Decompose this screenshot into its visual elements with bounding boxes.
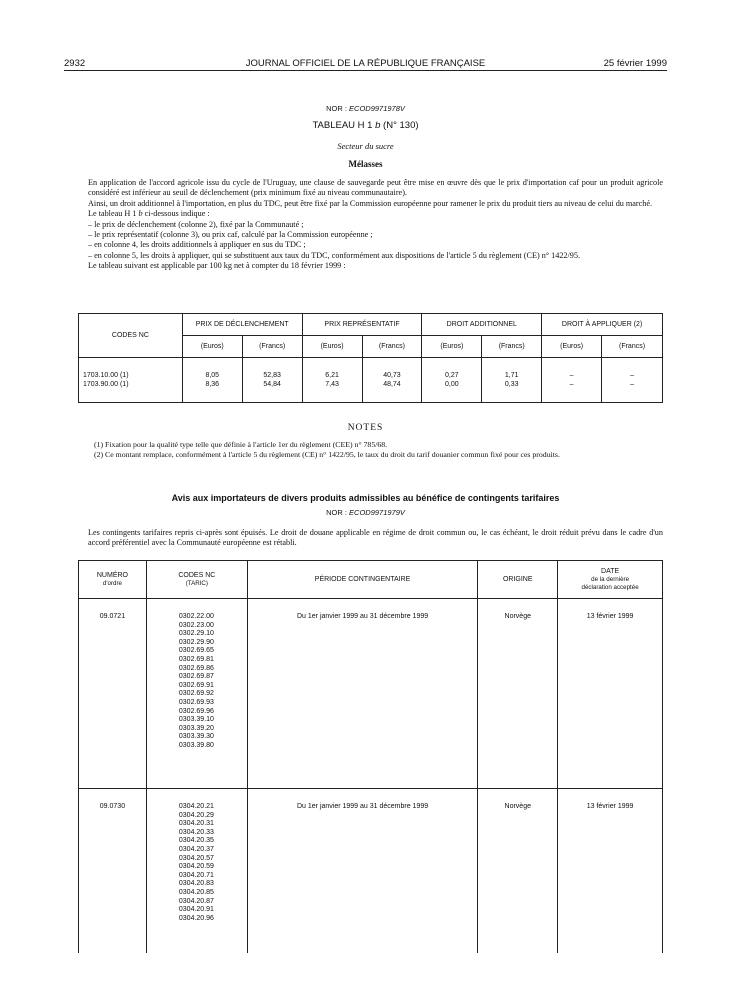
code-value: 0304.20.31: [178, 820, 214, 828]
code-value: 0302.69.81: [178, 655, 214, 663]
notes-heading: NOTES: [347, 423, 384, 433]
code-value: 0302.69.87: [178, 673, 214, 681]
code-value: 0302.69.91: [178, 681, 214, 689]
para-italic: b: [138, 209, 143, 219]
header-codes: [146, 561, 247, 599]
value: 54,84: [263, 381, 281, 388]
value-cell: [242, 358, 302, 403]
notice-text: [88, 528, 663, 549]
value: 1,71: [504, 372, 519, 379]
para-suffix: ci-dessous indique :: [144, 209, 210, 219]
code-value: 0302.29.90: [178, 638, 214, 646]
issue-date: 25 février 1999: [603, 58, 667, 69]
value: 7,43: [325, 381, 339, 388]
value: 0,33: [504, 381, 519, 388]
header-periode: PÉRIODE CONTINGENTAIRE: [247, 561, 478, 599]
nor-reference-1: [64, 104, 667, 113]
price-table: [78, 313, 663, 403]
nor-code: ECOD9971979V: [349, 508, 405, 517]
date-cell: 13 février 1999: [558, 789, 663, 954]
nor-label: NOR :: [326, 104, 347, 113]
nor-reference-2: [64, 508, 667, 517]
code-value: 0302.29.10: [178, 630, 214, 638]
value: 0,00: [445, 381, 459, 388]
code-value: 1703.10.00 (1): [83, 372, 129, 379]
header-line: déclaration acceptée: [581, 583, 639, 591]
header-group: DROIT ADDITIONNEL: [422, 314, 542, 336]
list-item: – le prix de déclenchement (colonne 2), fixé par la Communauté ;: [88, 219, 304, 229]
code-value: 1703.90.00 (1): [83, 381, 129, 388]
subheader: (Euros): [542, 336, 602, 358]
code-value: 0302.23.00: [178, 621, 214, 629]
table-row: [79, 789, 663, 954]
value: 48,74: [383, 381, 401, 388]
numero-cell: 09.0721: [79, 599, 147, 789]
intro-text: [88, 178, 663, 272]
note-item: (2) Ce montant remplace, conformément à l'article 5 du règlement (CE) n° 1422/95, le taux du droit du tarif douanier commun fixé pour ces produits.: [94, 450, 560, 459]
code-value: 0302.69.96: [178, 707, 214, 715]
header-codes-nc: CODES NC: [79, 314, 183, 358]
table-title-suffix: (N° 130): [383, 120, 419, 131]
code-value: 0304.20.83: [178, 880, 214, 888]
origine-cell: Norvège: [478, 789, 558, 954]
header-line: (TARIC): [185, 579, 208, 587]
code-value: 0302.69.93: [178, 698, 214, 706]
header-line: d'ordre: [102, 579, 122, 587]
value-cell: [182, 358, 242, 403]
page-number: 2932: [64, 58, 86, 69]
value-cell: [302, 358, 362, 403]
subheader: (Euros): [422, 336, 482, 358]
note-item: (1) Fixation pour la qualité type telle que définie à l'article 1er du règlement (CEE) n° 785/68.: [94, 440, 388, 449]
para-prefix: Le tableau H 1: [88, 209, 137, 219]
code-value: 0302.69.65: [178, 647, 214, 655]
periode-cell: Du 1er janvier 1999 au 31 décembre 1999: [247, 599, 478, 789]
value-cell: [422, 358, 482, 403]
subheader: (Francs): [242, 336, 302, 358]
header-date: [558, 561, 663, 599]
code-value: 0303.39.30: [178, 733, 214, 741]
table-title-italic: b: [375, 120, 381, 131]
paragraph: [88, 209, 663, 219]
nor-label: NOR :: [326, 508, 347, 517]
journal-title: JOURNAL OFFICIEL DE LA RÉPUBLIQUE FRANÇAISE: [245, 58, 486, 69]
numero-cell: 09.0730: [79, 789, 147, 954]
notes-text: [88, 440, 663, 460]
code-value: 0304.20.33: [178, 828, 214, 836]
subheader: (Euros): [182, 336, 242, 358]
list-item: – le prix représentatif (colonne 3), ou prix caf, calculé par la Commission européenne ;: [88, 230, 373, 240]
code-value: 0302.22.00: [178, 613, 214, 620]
code-value: 0304.20.96: [178, 914, 214, 922]
code-value: 0303.39.20: [178, 724, 214, 732]
code-cell: [79, 358, 183, 403]
code-value: 0304.20.35: [178, 837, 214, 845]
code-value: 0304.20.85: [178, 888, 214, 896]
header-numero: [79, 561, 147, 599]
value: –: [569, 372, 574, 379]
code-value: 0302.69.86: [178, 664, 214, 672]
header-line: CODES NC: [178, 571, 216, 579]
code-value: 0304.20.91: [178, 906, 214, 914]
value-cell: [362, 358, 422, 403]
value-cell: [482, 358, 542, 403]
date-cell: 13 février 1999: [558, 599, 663, 789]
value: –: [569, 381, 574, 388]
value: 8,05: [205, 372, 220, 379]
periode-cell: Du 1er janvier 1999 au 31 décembre 1999: [247, 789, 478, 954]
sector-subtitle: Secteur du sucre: [337, 141, 394, 151]
table-row: [79, 358, 663, 403]
quota-table: [78, 560, 663, 953]
table-title: [64, 120, 667, 131]
code-value: 0304.20.59: [178, 863, 214, 871]
value-cell: [542, 358, 602, 403]
paragraph: Ainsi, un droit additionnel à l'importation, en plus du TDC, peut être fixé par la Commission européenne pour ramener le prix du produit tiers au niveau de celui du marché.: [88, 198, 653, 208]
subheader: (Euros): [302, 336, 362, 358]
code-value: 0303.39.10: [178, 716, 214, 724]
list-item: – en colonne 5, les droits à appliquer, qui se substituent aux taux du TDC, conformément aux dispositions de l'article 5 du règlement (CE) n° 1422/95.: [88, 250, 581, 260]
value: 40,73: [383, 372, 401, 379]
code-value: 0304.20.21: [178, 803, 214, 810]
code-value: 0304.20.71: [178, 871, 214, 879]
value: 6,21: [325, 372, 339, 379]
paragraph: Le tableau suivant est applicable par 100 kg net à compter du 18 février 1999 :: [88, 261, 346, 271]
header-group: PRIX DE DÉCLENCHEMENT: [182, 314, 302, 336]
header-rule: [64, 70, 667, 71]
header-group: PRIX REPRÉSENTATIF: [302, 314, 422, 336]
codes-cell: [146, 789, 247, 954]
value: 0,27: [445, 372, 459, 379]
paragraph: Les contingents tarifaires repris ci-après sont épuisés. Le droit de douane applicable en régime de droit commun ou, le cas échéant, le droit réduit prévu dans le cadre d'un accord préférentiel avec la Communauté européenne est rétabli.: [88, 528, 663, 548]
nor-code: ECOD9971978V: [349, 104, 405, 113]
code-value: 0304.20.57: [178, 854, 214, 862]
list-item: – en colonne 4, les droits additionnels à appliquer en sus du TDC ;: [88, 240, 306, 250]
code-value: 0302.69.92: [178, 690, 214, 698]
value: 52,83: [263, 372, 281, 379]
notice-heading: Avis aux importateurs de divers produits admissibles au bénéfice de contingents tarifaires: [171, 493, 560, 503]
code-value: 0303.39.80: [178, 741, 214, 749]
code-value: 0304.20.87: [178, 897, 214, 905]
paragraph: En application de l'accord agricole issu du cycle de l'Uruguay, une clause de sauvegarde peut être mise en œuvre dès que le prix d'importation caf pour un produit agricole considéré est inférieur au seuil de déclenchement (prix minimum fixé au niveau communautaire).: [88, 178, 663, 198]
table-title-prefix: TABLEAU H 1: [312, 120, 373, 131]
value-cell: [602, 358, 663, 403]
subheader: (Francs): [362, 336, 422, 358]
header-group: DROIT À APPLIQUER (2): [542, 314, 663, 336]
header-line: DATE: [601, 567, 620, 575]
code-value: 0304.20.37: [178, 845, 214, 853]
header-line: NUMÉRO: [96, 571, 128, 579]
header-line: de la dernière: [591, 575, 630, 583]
subheader: (Francs): [482, 336, 542, 358]
subheader: (Francs): [602, 336, 663, 358]
code-value: 0304.20.29: [178, 811, 214, 819]
value: –: [630, 372, 634, 379]
value: –: [630, 381, 634, 388]
subject-heading: Mélasses: [348, 159, 383, 169]
table-row: [79, 599, 663, 789]
header-origine: ORIGINE: [478, 561, 558, 599]
value: 8,36: [205, 381, 220, 388]
origine-cell: Norvège: [478, 599, 558, 789]
codes-cell: [146, 599, 247, 789]
